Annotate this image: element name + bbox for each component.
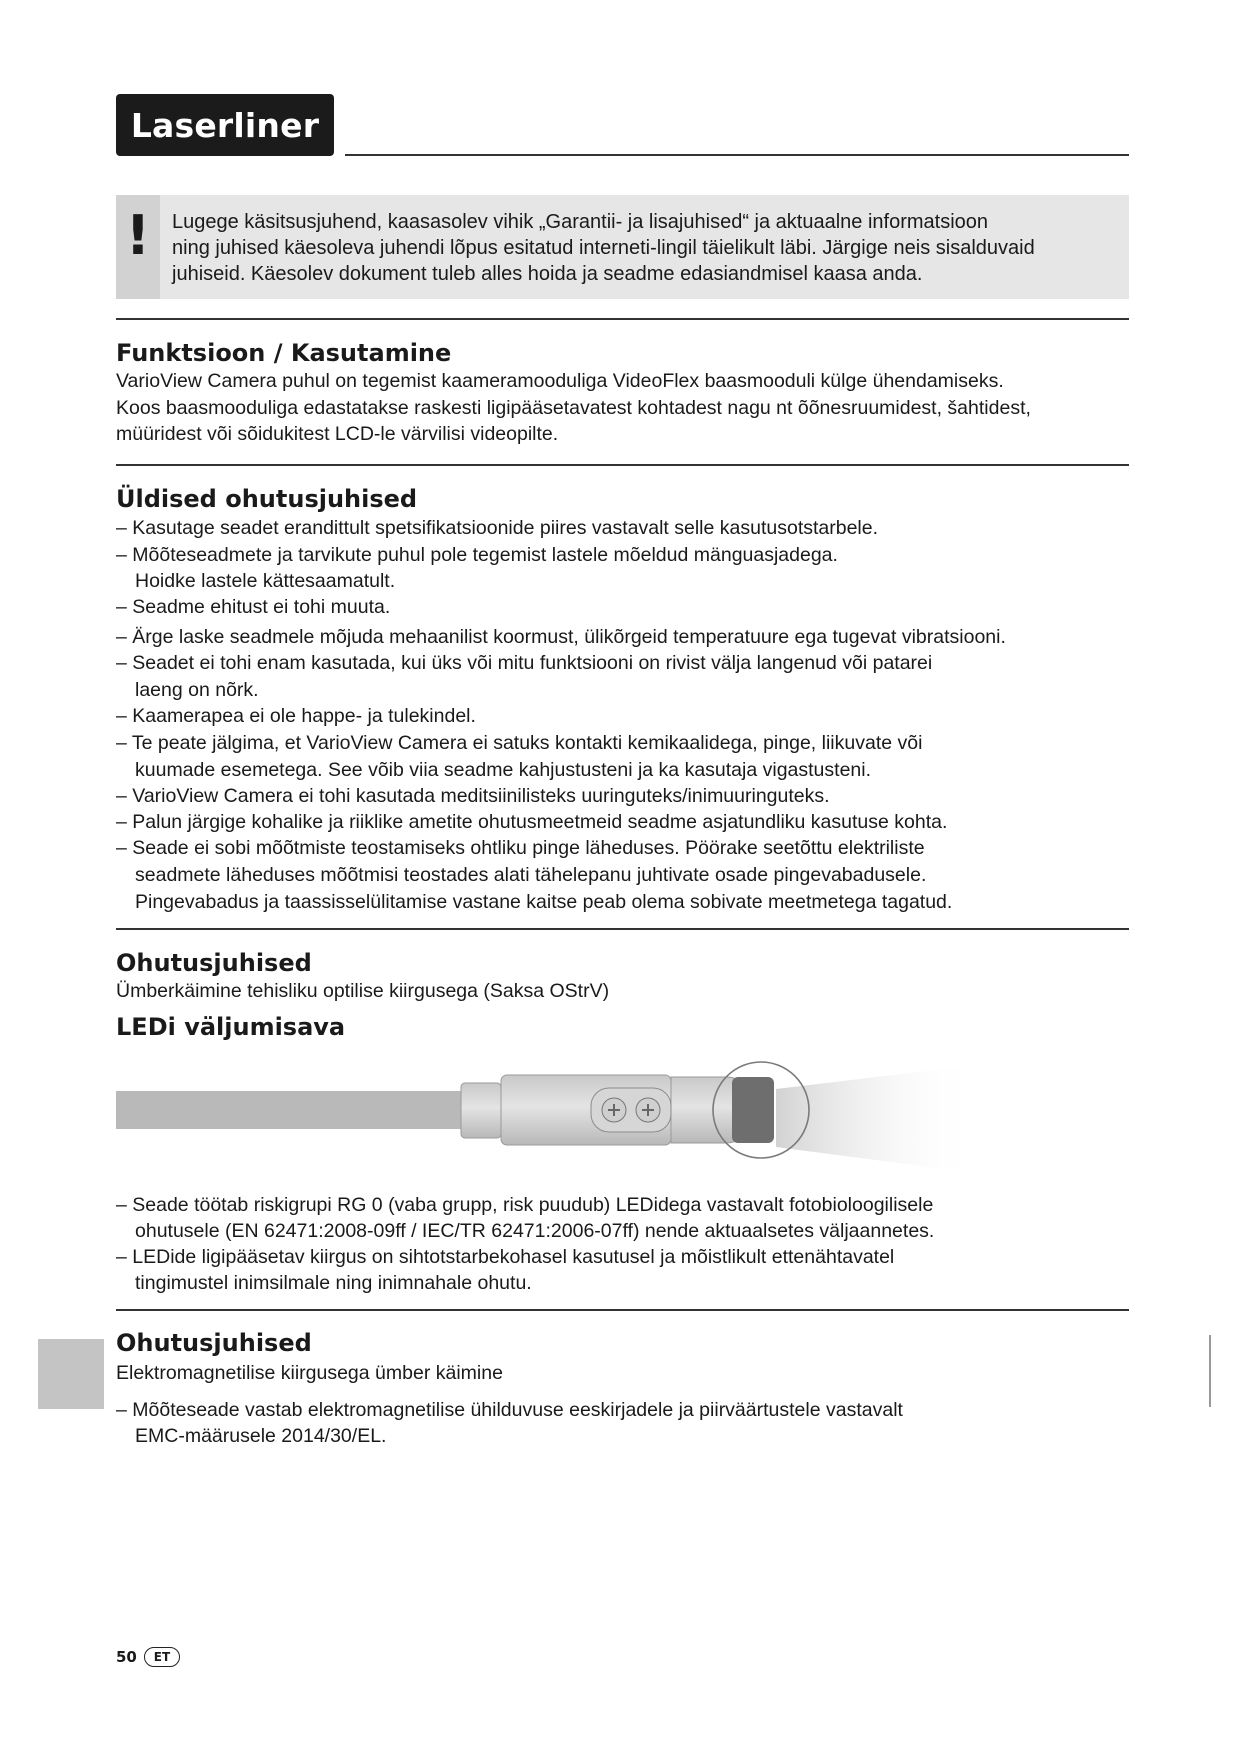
text-line: Koos baasmooduliga edastatakse raskesti ligipääsetavatest kohtadest nagu nt õõnesruumidest, šahtidest, xyxy=(116,396,1031,419)
list-item: – Te peate jälgima, et VarioView Camera ei satuks kontakti kemikaalidega, pinge, liikuvate või xyxy=(116,732,923,754)
exclamation-icon: ! xyxy=(125,204,151,267)
list-item-continuation: laeng on nõrk. xyxy=(135,679,259,701)
optical-safety-heading: Ohutusjuhised xyxy=(116,949,312,977)
list-item: – VarioView Camera ei tohi kasutada meditsiinilisteks uuringuteks/inimuuringuteks. xyxy=(116,785,830,807)
list-item: – Mõõteseade vastab elektromagnetilise ühilduvuse eeskirjadele ja piirväärtustele vastavalt xyxy=(116,1399,903,1421)
general-safety-heading: Üldised ohutusjuhised xyxy=(116,485,418,513)
cable xyxy=(116,1091,461,1129)
list-item: – Seade töötab riskigrupi RG 0 (vaba grupp, risk puudub) LEDidega vastavalt fotobioloogilisele xyxy=(116,1194,934,1216)
section-divider xyxy=(116,318,1129,320)
notice-box xyxy=(116,195,1129,299)
list-item: – Palun järgige kohalike ja riiklike ametite ohutusmeetmeid seadme asjatundliku kasutuse kohta. xyxy=(116,811,948,833)
list-item: – Kasutage seadet erandittult spetsifikatsioonide piires vastavalt selle kasutusotstarbele. xyxy=(116,517,879,539)
list-item: – Ärge laske seadmele mõjuda mehaanilist koormust, ülikõrgeid temperatuure ega tugevat vibratsiooni. xyxy=(116,626,1006,648)
chapter-side-tab xyxy=(38,1339,104,1409)
section-divider xyxy=(116,464,1129,466)
section-divider xyxy=(116,1309,1129,1311)
notice-text xyxy=(172,209,1117,287)
light-beam xyxy=(776,1065,976,1173)
list-item: – Seadme ehitust ei tohi muuta. xyxy=(116,596,391,618)
list-item-continuation: tingimustel inimsilmale ning inimnahale ohutu. xyxy=(135,1272,532,1294)
list-item-continuation: seadmete läheduses mõõtmisi teostades alati tähelepanu juhtivate osade pingevabadusele. xyxy=(135,864,927,886)
language-badge: ET xyxy=(144,1647,180,1667)
list-item-continuation: Hoidke lastele kättesaamatult. xyxy=(135,570,396,592)
list-item: – Mõõteseadmete ja tarvikute puhul pole tegemist lastele mõeldud mänguasjadega. xyxy=(116,544,838,566)
notice-line: ning juhised käesoleva juhendi lõpus esitatud interneti-lingil täielikult läbi. Järgige neis sisalduvaid xyxy=(172,237,1035,259)
list-item-continuation: ohutusele (EN 62471:2008-09ff / IEC/TR 62471:2006-07ff) nende aktuaalsetes väljaannetes. xyxy=(135,1220,935,1242)
led-aperture-heading: LEDi väljumisava xyxy=(116,1013,346,1041)
section-divider xyxy=(116,928,1129,930)
margin-marker xyxy=(1209,1335,1211,1407)
list-item: – Seadet ei tohi enam kasutada, kui üks või mitu funktsiooni on rivist välja langenud või patarei xyxy=(116,652,933,674)
header-divider xyxy=(345,154,1129,156)
camera-sleeve xyxy=(461,1083,501,1138)
list-item: – Kaamerapea ei ole happe- ja tulekindel. xyxy=(116,705,476,727)
list-item-continuation: kuumade esemetega. See võib viia seadme kahjustusteni ja ka kasutaja vigastusteni. xyxy=(135,759,872,781)
function-heading: Funktsioon / Kasutamine xyxy=(116,339,452,367)
optical-safety-subtitle: Ümberkäimine tehisliku optilise kiirgusega (Saksa OStrV) xyxy=(116,980,610,1002)
list-item: – Seade ei sobi mõõtmiste teostamiseks ohtliku pinge läheduses. Pöörake seetõttu elektriliste xyxy=(116,837,925,859)
text-line: VarioView Camera puhul on tegemist kaameramooduliga VideoFlex baasmooduli külge ühendamiseks. xyxy=(116,370,1004,392)
notice-line: juhiseid. Käesolev dokument tuleb alles hoida ja seadme edasiandmisel kaasa anda. xyxy=(172,263,923,285)
list-item: – LEDide ligipääsetav kiirgus on sihtotstarbekohasel kasutusel ja mõistlikult ettenähtavatel xyxy=(116,1246,895,1268)
list-item-continuation: Pingevabadus ja taassisselülitamise vastane kaitse peab olema sobivate meetmetega tagatud. xyxy=(135,891,953,913)
notice-line: Lugege käsitsusjuhend, kaasasolev vihik „Garantii- ja lisajuhised“ ja aktuaalne informatsioon xyxy=(172,211,989,233)
brand-logo: Laserliner xyxy=(116,94,334,156)
function-text xyxy=(116,368,1129,448)
page-number: 50 xyxy=(116,1648,137,1666)
text-line: müüridest või sõidukitest LCD-le värvilisi videopilte. xyxy=(116,423,559,445)
emc-safety-subtitle: Elektromagnetilise kiirgusega ümber käimine xyxy=(116,1362,503,1384)
led-window xyxy=(732,1077,774,1143)
emc-safety-heading: Ohutusjuhised xyxy=(116,1329,312,1357)
list-item-continuation: EMC-määrusele 2014/30/EL. xyxy=(135,1425,387,1447)
camera-led-illustration xyxy=(116,1055,996,1180)
